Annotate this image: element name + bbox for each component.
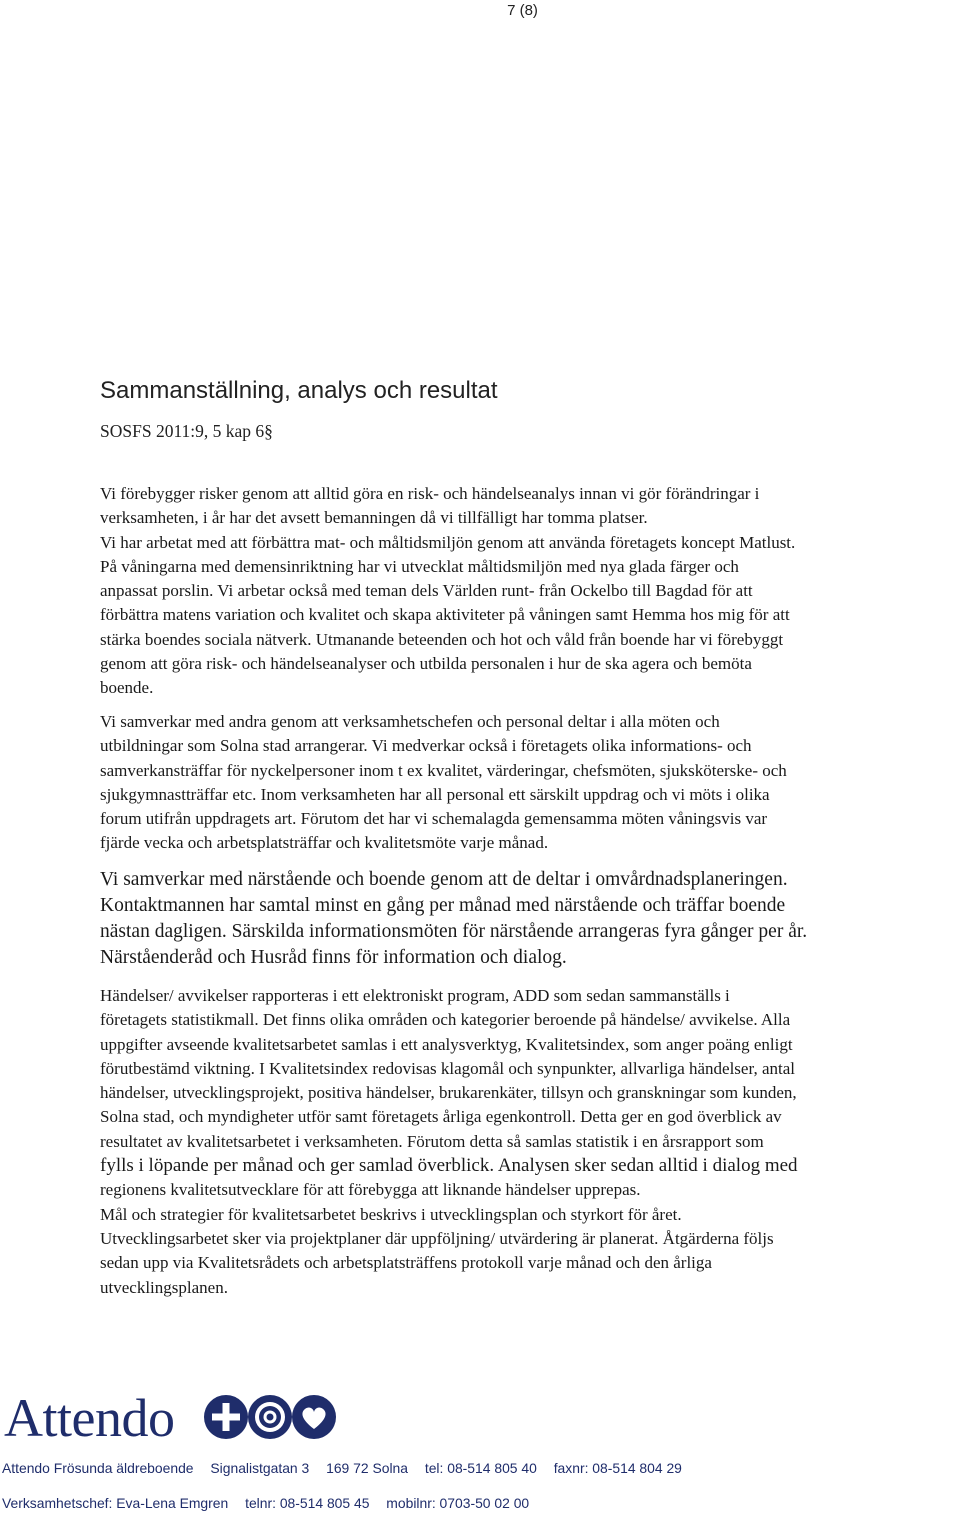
logo-wordmark: Attendo	[4, 1388, 175, 1448]
page-number: 7 (8)	[507, 2, 538, 19]
text-line: boende.	[100, 678, 154, 698]
attendo-logo	[4, 1390, 344, 1446]
postal-address: 169 72 Solna	[326, 1460, 408, 1476]
text-line: utbildningar som Solna stad arrangerar. Vi medverkar också i företagets olika informations- och	[100, 736, 752, 756]
fax-number: faxnr: 08-514 804 29	[553, 1460, 682, 1476]
text-line: Vi har arbetat med att förbättra mat- och måltidsmiljön genom att använda företagets koncept Matlust.	[100, 532, 796, 552]
text-line: På våningarna med demensinriktning har vi utvecklat måltidsmiljön med nya glada färger och	[100, 556, 739, 576]
text-line: utvecklingsplanen.	[100, 1277, 228, 1297]
text-line: fjärde vecka och arbetsplatsträffar och kvalitetsmöte varje månad.	[100, 833, 549, 853]
text-line: sedan upp via Kvalitetsrådets och arbetsplatsträffens protokoll varje månad och den årliga	[100, 1253, 712, 1273]
text-line: stärka boendes sociala nätverk. Utmanande beteenden och hot och våld från boende har vi förebyggt	[100, 629, 784, 649]
text-line: Vi samverkar med närstående och boende genom att de deltar i omvårdnadsplaneringen.	[100, 869, 788, 890]
manager-phone: telnr: 08-514 805 45	[245, 1495, 370, 1511]
text-line: samverkansträffar för nyckelpersoner inom t ex kvalitet, värderingar, chefsmöten, sjuksköterske- och	[100, 760, 787, 780]
street-address: Signalistgatan 3	[210, 1460, 310, 1476]
text-line: Utvecklingsarbetet sker via projektplaner där uppföljning/ utvärdering är planerat. Åtgärderna följs	[100, 1228, 774, 1248]
text-line: Vi samverkar med andra genom att verksamhetschefen och personal deltar i alla möten och	[100, 712, 720, 731]
text-line: resultatet av kvalitetsarbetet i verksamheten. Förutom detta så samlas statistik i en årsrapport som	[100, 1131, 764, 1151]
paragraph-relatives	[100, 867, 960, 971]
text-line: företagets statistikmall. Det finns olika områden och kategorier beroende på händelse/ avvikelse. Alla	[100, 1010, 791, 1030]
text-line: nästan dagligen. Särskilda informationsmöten för närstående arrangeras fyra gånger per år.	[100, 921, 808, 943]
text-line: forum utifrån uppdragets art. Förutom det har vi schemalagda gemensamma möten våningsvis var	[100, 809, 768, 829]
text-line: uppgifter avseende kvalitetsarbetet samlas i ett analysverktyg, Kvalitetsindex, som anger poäng enligt	[100, 1034, 793, 1054]
text-line: förutbestämd viktning. I Kvalitetsindex redovisas klagomål och synpunkter, allvarliga händelser, antal	[100, 1058, 795, 1078]
text-line: Närståenderåd och Husråd finns för information och dialog.	[100, 947, 567, 969]
footer-address-line	[2, 1460, 695, 1476]
text-line: förbättra matens variation och kvalitet och skapa aktiviteter på våningen samt Hemma hos mig för att	[100, 605, 790, 625]
manager-mobile: mobilnr: 0703-50 02 00	[386, 1495, 530, 1511]
text-line: fylls i löpande per månad och ger samlad överblick. Analysen sker sedan alltid i dialog med	[100, 1155, 798, 1177]
footer-contact-line	[2, 1495, 542, 1511]
facility-name: Attendo Frösunda äldreboende	[2, 1460, 194, 1476]
target-icon	[248, 1395, 292, 1439]
paragraph-deviations	[100, 984, 960, 1300]
text-line: anpassat porslin. Vi arbetar också med teman dels Världen runt- från Ockelbo till Bagdad för att	[100, 581, 753, 601]
paragraph-risk-prevention	[100, 482, 960, 701]
text-line: Kontaktmannen har samtal minst en gång per månad med närstående och träffar boende	[100, 895, 786, 917]
regulation-reference: SOSFS 2011:9, 5 kap 6§	[100, 421, 273, 441]
paragraph-collaboration	[100, 710, 960, 856]
text-line: Solna stad, och myndigheter utför samt företagets årliga egenkontroll. Detta ger en god överblick av	[100, 1107, 782, 1127]
section-heading: Sammanställning, analys och resultat	[100, 377, 498, 404]
heart-icon	[292, 1395, 336, 1439]
text-line: Mål och strategier för kvalitetsarbetet beskrivs i utvecklingsplan och styrkort för året.	[100, 1204, 682, 1224]
text-line: händelser, utvecklingsprojekt, positiva händelser, brukarenkäter, tillsyn och granskningar som kunden,	[100, 1083, 797, 1103]
plus-icon	[204, 1395, 248, 1439]
text-line: Vi förebygger risker genom att alltid göra en risk- och händelseanalys innan vi gör förändringar i	[100, 484, 760, 503]
text-line: verksamheten, i år har det avsett bemanningen då vi tillfälligt har tomma platser.	[100, 508, 648, 528]
text-line: regionens kvalitetsutvecklare för att förebygga att liknande händelser upprepas.	[100, 1180, 641, 1200]
phone-number: tel: 08-514 805 40	[424, 1460, 537, 1476]
text-line: sjukgymnastträffar etc. Inom verksamheten har all personal ett särskilt uppdrag och vi möts i olika	[100, 784, 770, 804]
text-line: genom att göra risk- och händelseanalyser och utbilda personalen i hur de ska agera och bemöta	[100, 654, 752, 674]
logo-symbols	[204, 1394, 336, 1440]
text-line: Händelser/ avvikelser rapporteras i ett elektroniskt program, ADD som sedan sammanställs i	[100, 986, 730, 1005]
manager-name: Verksamhetschef: Eva-Lena Emgren	[2, 1495, 229, 1511]
